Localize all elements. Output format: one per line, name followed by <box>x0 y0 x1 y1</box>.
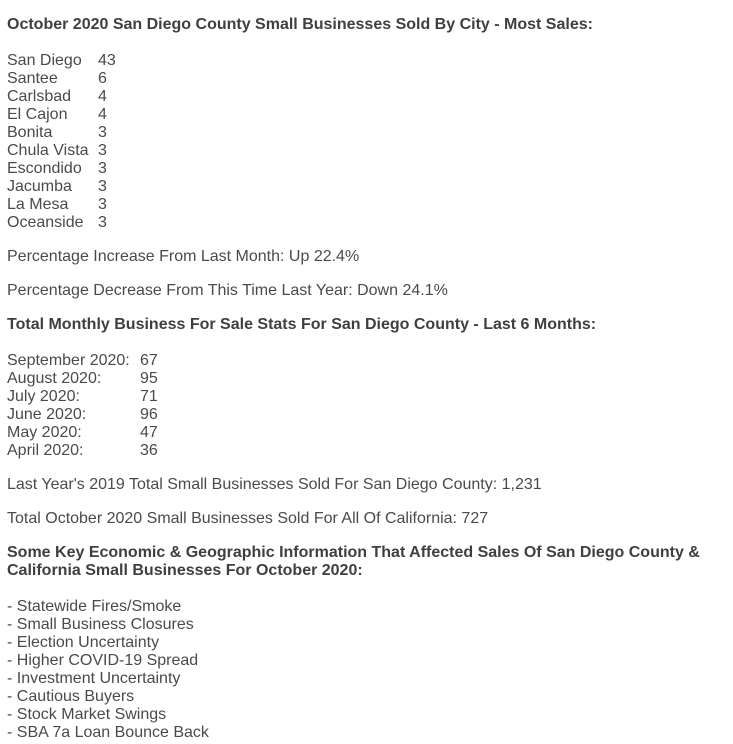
list-item: - Small Business Closures <box>7 616 194 633</box>
key-factors-heading-line1: Some Key Economic & Geographic Information That Affected Sales Of San Diego County & <box>7 544 700 561</box>
city-count: 4 <box>98 88 107 105</box>
list-item: - Higher COVID-19 Spread <box>7 652 199 669</box>
sales-by-city-table <box>7 52 116 232</box>
month-count: 36 <box>140 442 158 459</box>
month-row <box>7 370 158 388</box>
california-total-text: Total October 2020 Small Businesses Sold For All Of California: 727 <box>7 510 489 527</box>
monthly-stats-heading: Total Monthly Business For Sale Stats For San Diego County - Last 6 Months: <box>7 316 597 333</box>
month-count: 67 <box>140 352 158 369</box>
city-name: San Diego <box>7 52 82 69</box>
month-count: 95 <box>140 370 158 387</box>
month-name: June 2020: <box>7 406 87 423</box>
city-count: 4 <box>98 106 107 123</box>
month-row <box>7 406 158 424</box>
city-count: 3 <box>98 142 107 159</box>
list-item: - Investment Uncertainty <box>7 670 181 687</box>
list-item: - Election Uncertainty <box>7 634 160 651</box>
city-row <box>7 178 116 196</box>
city-count: 3 <box>98 124 107 141</box>
list-item: - Cautious Buyers <box>7 688 135 705</box>
city-count: 3 <box>98 196 107 213</box>
city-name: Oceanside <box>7 214 84 231</box>
list-item: - Stock Market Swings <box>7 706 167 723</box>
key-factors-heading-line2: California Small Businesses For October 2020: <box>7 562 363 579</box>
city-name: Carlsbad <box>7 88 72 105</box>
month-name: April 2020: <box>7 442 84 459</box>
month-count: 47 <box>140 424 158 441</box>
city-count: 3 <box>98 178 107 195</box>
month-row <box>7 352 158 370</box>
city-count: 3 <box>98 160 107 177</box>
month-name: July 2020: <box>7 388 80 405</box>
city-name: Santee <box>7 70 58 87</box>
city-row <box>7 196 116 214</box>
city-name: El Cajon <box>7 106 68 123</box>
sales-by-city-heading: October 2020 San Diego County Small Businesses Sold By City - Most Sales: <box>7 16 593 33</box>
key-factors-heading <box>7 544 726 580</box>
month-name: September 2020: <box>7 352 130 369</box>
monthly-increase-text: Percentage Increase From Last Month: Up 22.4% <box>7 248 360 265</box>
yearly-decrease-text: Percentage Decrease From This Time Last Year: Down 24.1% <box>7 282 448 299</box>
list-item: - Statewide Fires/Smoke <box>7 598 182 615</box>
last-year-total-text: Last Year's 2019 Total Small Businesses Sold For San Diego County: 1,231 <box>7 476 542 493</box>
month-row <box>7 388 158 406</box>
month-name: May 2020: <box>7 424 82 441</box>
city-count: 6 <box>98 70 107 87</box>
month-count: 96 <box>140 406 158 423</box>
month-count: 71 <box>140 388 158 405</box>
monthly-stats-table <box>7 352 158 460</box>
city-row <box>7 160 116 178</box>
city-name: Jacumba <box>7 178 72 195</box>
city-name: Bonita <box>7 124 53 141</box>
list-item: - SBA 7a Loan Bounce Back <box>7 724 209 741</box>
city-row <box>7 124 116 142</box>
city-row <box>7 88 116 106</box>
city-row <box>7 214 116 232</box>
month-row <box>7 442 158 460</box>
city-name: Chula Vista <box>7 142 89 159</box>
city-row <box>7 52 116 70</box>
city-name: La Mesa <box>7 196 69 213</box>
city-count: 3 <box>98 214 107 231</box>
city-row <box>7 142 116 160</box>
city-row <box>7 106 116 124</box>
key-factors-list <box>7 598 726 742</box>
month-row <box>7 424 158 442</box>
city-row <box>7 70 116 88</box>
city-count: 43 <box>98 52 116 69</box>
city-name: Escondido <box>7 160 82 177</box>
month-name: August 2020: <box>7 370 102 387</box>
